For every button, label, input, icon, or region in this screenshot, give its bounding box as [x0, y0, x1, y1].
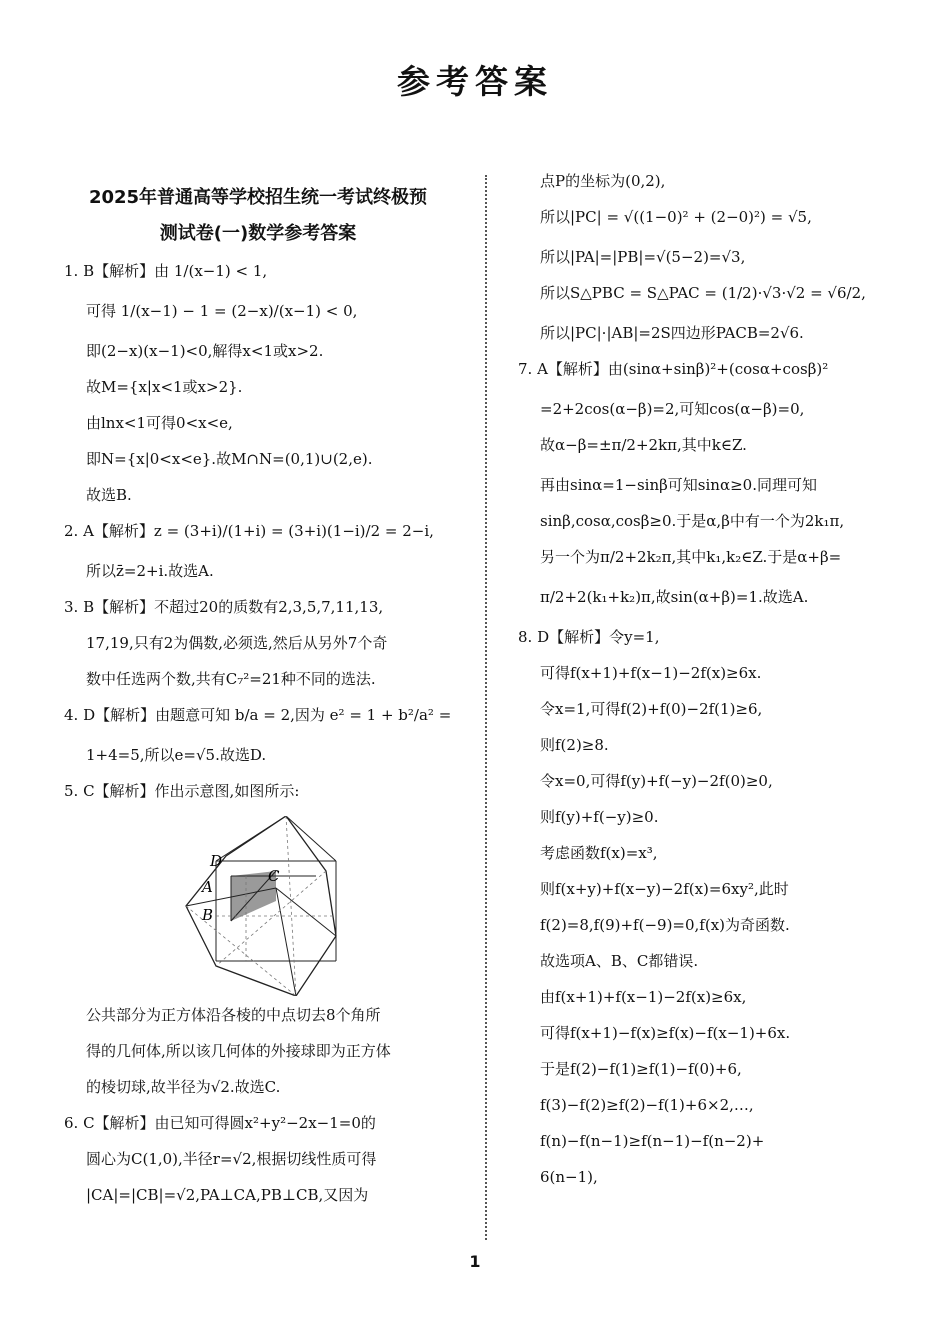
- answer-6-line-5: 所以|PC| = √((1−0)² + (2−0)²) = √5,: [540, 208, 812, 226]
- answer-6-line-3: |CA|=|CB|=√2,PA⊥CA,PB⊥CB,又因为: [86, 1186, 369, 1204]
- answer-4-line-2: 1+4=5,所以e=√5.故选D.: [86, 746, 267, 764]
- answer-6-line-1: 6. C【解析】由已知可得圆x²+y²−2x−1=0的: [64, 1114, 376, 1132]
- section-title-line-2: 测试卷(一)数学参考答案: [159, 223, 357, 244]
- answer-8-line-2: 可得f(x+1)+f(x−1)−2f(x)≥6x.: [540, 664, 762, 682]
- answer-8-line-15: f(n)−f(n−1)≥f(n−1)−f(n−2)+: [540, 1132, 765, 1150]
- answer-8-line-1: 8. D【解析】令y=1,: [518, 628, 660, 646]
- page-number: 1: [469, 1252, 481, 1271]
- left-column: [46, 180, 470, 1220]
- answer-8-line-12: 可得f(x+1)−f(x)≥f(x)−f(x−1)+6x.: [540, 1024, 791, 1042]
- answer-8-line-13: 于是f(2)−f(1)≥f(1)−f(0)+6,: [540, 1060, 742, 1078]
- answer-6-line-7: 所以S△PBC = S△PAC = (1/2)·√3·√2 = √6/2,: [540, 284, 866, 302]
- answer-7-line-6: 另一个为π/2+2k₂π,其中k₁,k₂∈Z.于是α+β=: [540, 548, 842, 566]
- answer-8-line-6: 则f(y)+f(−y)≥0.: [540, 808, 659, 826]
- answer-3-line-3: 数中任选两个数,共有C₇²=21种不同的选法.: [86, 670, 376, 688]
- label-d: D: [210, 852, 223, 870]
- answer-5-line-2: 公共部分为正方体沿各棱的中点切去8个角所: [86, 1006, 381, 1024]
- answer-6-line-4: 点P的坐标为(0,2),: [540, 172, 666, 190]
- answer-7-line-7: π/2+2(k₁+k₂)π,故sin(α+β)=1.故选A.: [540, 588, 809, 606]
- answer-2-line-2: 所以z̄=2+i.故选A.: [86, 562, 214, 580]
- answer-1-line-6: 即N={x|0<x<e}.故M∩N=(0,1)∪(2,e).: [86, 450, 373, 468]
- answer-5-line-1: 5. C【解析】作出示意图,如图所示:: [64, 782, 300, 800]
- label-b: B: [202, 906, 214, 924]
- answer-6-line-2: 圆心为C(1,0),半径r=√2,根据切线性质可得: [86, 1150, 377, 1168]
- answer-7-line-5: sinβ,cosα,cosβ≥0.于是α,β中有一个为2k₁π,: [540, 512, 845, 530]
- answer-1-line-3: 即(2−x)(x−1)<0,解得x<1或x>2.: [86, 342, 324, 360]
- answer-7-line-4: 再由sinα=1−sinβ可知sinα≥0.同理可知: [540, 476, 817, 494]
- right-column: [500, 170, 910, 1202]
- section-title: [46, 180, 470, 252]
- answer-8-line-9: f(2)=8,f(9)+f(−9)=0,f(x)为奇函数.: [540, 916, 790, 934]
- label-a: A: [202, 878, 213, 896]
- answer-1-line-4: 故M={x|x<1或x>2}.: [86, 378, 243, 396]
- answer-1-line-2: 可得 1/(x−1) − 1 = (2−x)/(x−1) < 0,: [86, 302, 358, 320]
- answer-5-line-4: 的棱切球,故半径为√2.故选C.: [86, 1078, 281, 1096]
- answer-8-line-14: f(3)−f(2)≥f(2)−f(1)+6×2,…,: [540, 1096, 754, 1114]
- answer-6-line-8: 所以|PC|·|AB|=2S四边形PACB=2√6.: [540, 324, 804, 342]
- answer-8-line-3: 令x=1,可得f(2)+f(0)−2f(1)≥6,: [540, 700, 763, 718]
- section-title-line-1: 2025年普通高等学校招生统一考试终极预: [88, 187, 428, 208]
- label-c: C: [268, 867, 280, 885]
- answer-8-line-4: 则f(2)≥8.: [540, 736, 609, 754]
- answer-8-line-7: 考虑函数f(x)=x³,: [540, 844, 658, 862]
- answer-7-line-2: =2+2cos(α−β)=2,可知cos(α−β)=0,: [540, 400, 805, 418]
- answer-7-line-3: 故α−β=±π/2+2kπ,其中k∈Z.: [540, 436, 747, 454]
- answer-8-line-11: 由f(x+1)+f(x−1)−2f(x)≥6x,: [540, 988, 747, 1006]
- page-title: 参考答案: [397, 62, 553, 101]
- answer-4-line-1: 4. D【解析】由题意可知 b/a = 2,因为 e² = 1 + b²/a² =: [64, 706, 452, 724]
- answer-1-line-5: 由lnx<1可得0<x<e,: [86, 414, 233, 432]
- answer-2-line-1: 2. A【解析】z = (3+i)/(1+i) = (3+i)(1−i)/2 = 2−i,: [64, 522, 434, 540]
- answer-3-line-1: 3. B【解析】不超过20的质数有2,3,5,7,11,13,: [64, 598, 384, 616]
- answer-3-line-2: 17,19,只有2为偶数,必须选,然后从另外7个奇: [86, 634, 388, 652]
- polyhedron-diagram: [176, 816, 346, 996]
- answer-5-line-3: 得的几何体,所以该几何体的外接球即为正方体: [86, 1042, 391, 1060]
- answer-7-line-1: 7. A【解析】由(sinα+sinβ)²+(cosα+cosβ)²: [518, 360, 829, 378]
- answer-8-line-10: 故选项A、B、C都错误.: [540, 952, 699, 970]
- answer-8-line-16: 6(n−1),: [540, 1168, 598, 1186]
- answer-8-line-8: 则f(x+y)+f(x−y)−2f(x)=6xy²,此时: [540, 880, 789, 898]
- answer-1-line-1: 1. B【解析】由 1/(x−1) < 1,: [64, 262, 268, 280]
- answer-6-line-6: 所以|PA|=|PB|=√(5−2)=√3,: [540, 248, 746, 266]
- answer-1-line-7: 故选B.: [86, 486, 132, 504]
- answer-8-line-5: 令x=0,可得f(y)+f(−y)−2f(0)≥0,: [540, 772, 773, 790]
- column-divider: [485, 175, 487, 1240]
